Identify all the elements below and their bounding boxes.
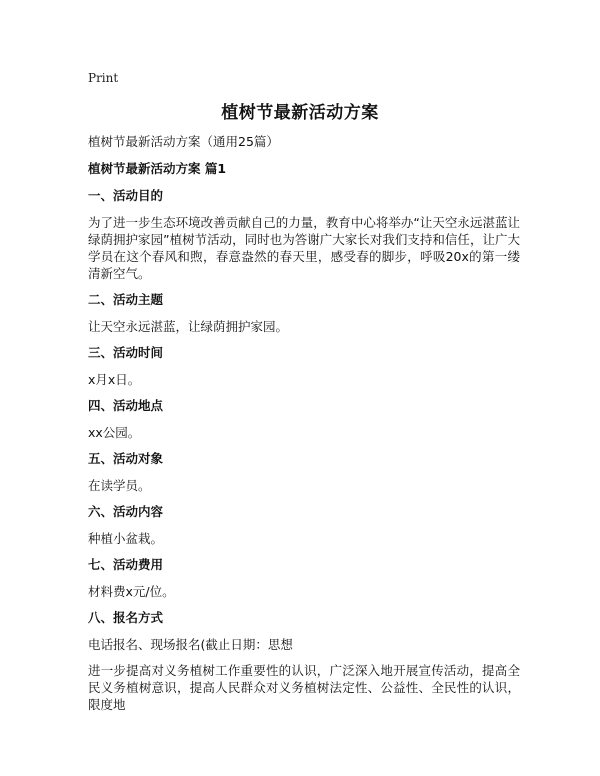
section-heading: 八、报名方式: [88, 610, 164, 625]
section-text: x月x日。: [88, 372, 141, 387]
section-text: 材料费x元/位。: [88, 584, 175, 599]
document-body: [88, 133, 520, 722]
section-heading: 三、活动时间: [88, 345, 164, 360]
section-audience: [88, 450, 520, 494]
section-cost: [88, 556, 520, 600]
section-heading: 二、活动主题: [88, 292, 164, 307]
section-time: [88, 344, 520, 388]
section-content: [88, 503, 520, 547]
section-registration: [88, 609, 520, 653]
section-text: 在读学员。: [88, 478, 151, 493]
section-location: [88, 397, 520, 441]
section-heading: 一、活动目的: [88, 188, 164, 203]
section-text: 为了进一步生态环境改善贡献自己的力量，教育中心将举办“让天空永远湛蓝让绿荫拥护家园”植树节活动，同时也为答谢广大家长对我们支持和信任，让广大学员在这个春风和煦，春意盎然的春天里，感受春的脚步，呼吸20x的第一缕清新空气。: [88, 215, 520, 281]
section-purpose: [88, 187, 520, 282]
closing-paragraph: 进一步提高对义务植树工作重要性的认识，广泛深入地开展宣传活动，提高全民义务植树意识，提高人民群众对义务植树法定性、公益性、全民性的认识，限度地: [88, 663, 520, 712]
print-label: Print: [88, 71, 119, 85]
section-text: xx公园。: [88, 425, 141, 440]
article-heading: 植树节最新活动方案 篇1: [88, 161, 227, 176]
section-heading: 六、活动内容: [88, 504, 164, 519]
section-text: 让天空永远湛蓝，让绿荫拥护家园。: [88, 319, 289, 334]
document-title: 植树节最新活动方案: [221, 103, 379, 123]
section-heading: 五、活动对象: [88, 451, 164, 466]
section-text: 种植小盆栽。: [88, 531, 164, 546]
section-theme: [88, 291, 520, 335]
section-text: 电话报名、现场报名(截止日期：思想: [88, 637, 293, 652]
section-heading: 四、活动地点: [88, 398, 164, 413]
document-subtitle: 植树节最新活动方案（通用25篇）: [88, 134, 279, 149]
section-heading: 七、活动费用: [88, 557, 164, 572]
